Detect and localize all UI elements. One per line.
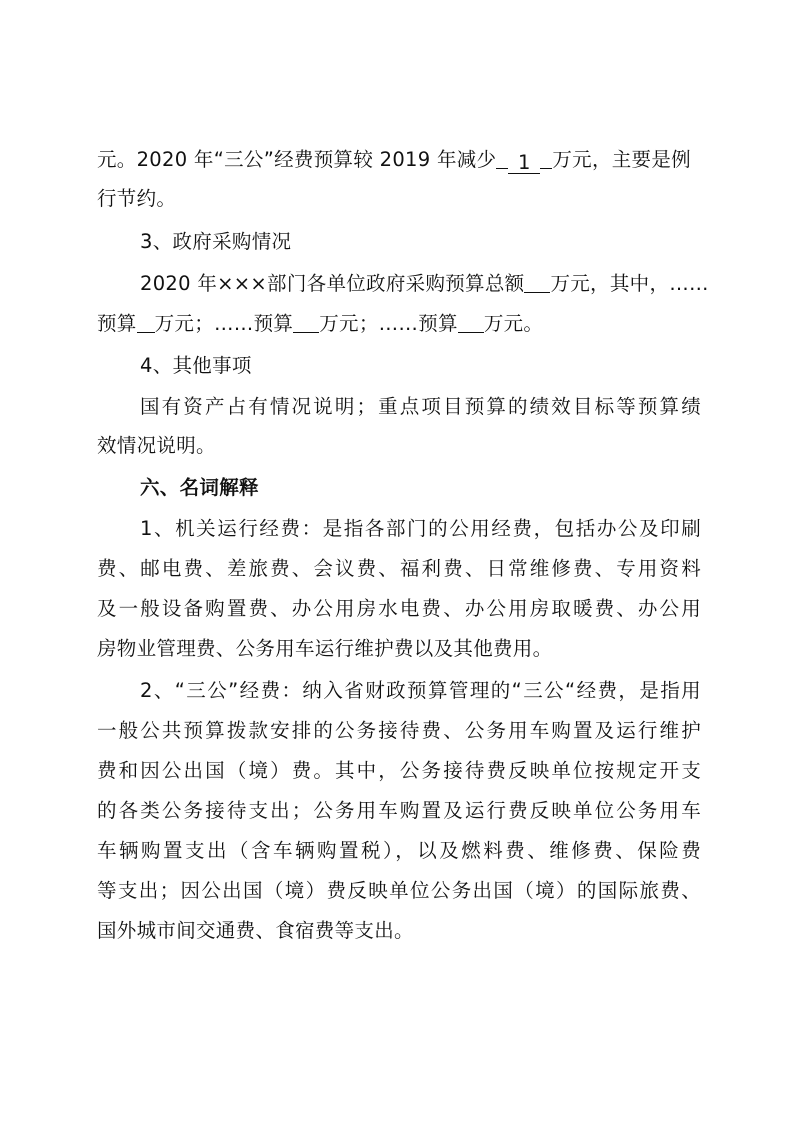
blank-underline-lead <box>496 148 508 169</box>
definition-operating-funds-line-4: 房物业管理费、公务用车运行维护费以及其他费用。 <box>97 637 553 660</box>
definition-sangong-line-2: 一般公共预算拨款安排的公务接待费、公务用车购置及运行维护 <box>97 719 701 742</box>
blank-underline <box>293 312 319 333</box>
paragraph-sangong-line-1 <box>97 147 701 174</box>
paragraph-procurement-line-2 <box>97 311 701 337</box>
text-segment: 2020 年×××部门各单位政府采购预算总额 <box>140 272 525 295</box>
paragraph-other-line-1: 国有资产占有情况说明；重点项目预算的绩效目标等预算绩 <box>140 395 701 418</box>
blank-underline <box>524 272 550 293</box>
heading-glossary: 六、名词解释 <box>140 476 259 499</box>
paragraph-sangong-line-2: 行节约。 <box>97 187 177 210</box>
definition-sangong-line-1: 2、“三公”经费：纳入省财政预算管理的“三公“经费，是指用 <box>140 679 701 702</box>
heading-government-procurement: 3、政府采购情况 <box>140 230 292 253</box>
definition-sangong-line-5: 车辆购置支出（含车辆购置税），以及燃料费、维修费、保险费 <box>97 839 701 862</box>
text-segment: 万元。 <box>483 312 544 335</box>
text-segment: 万元，其中，…… <box>550 272 709 295</box>
definition-operating-funds-line-1: 1、机关运行经费：是指各部门的公用经费，包括办公及印刷 <box>140 517 701 540</box>
definition-operating-funds-line-3: 及一般设备购置费、办公用房水电费、办公用房取暖费、办公用 <box>97 597 701 620</box>
text-segment: 万元；……预算 <box>319 312 458 335</box>
heading-other-matters: 4、其他事项 <box>140 354 252 377</box>
blank-underline <box>458 312 484 333</box>
definition-sangong-line-4: 的各类公务接待支出；公务用车购置及运行费反映单位公务用车 <box>97 799 701 822</box>
definition-operating-funds-line-2: 费、邮电费、差旅费、会议费、福利费、日常维修费、专用资料 <box>97 557 701 580</box>
definition-sangong-line-6: 等支出；因公出国（境）费反映单位公务出国（境）的国际旅费、 <box>97 879 701 902</box>
definition-sangong-line-7: 国外城市间交通费、食宿费等支出。 <box>97 919 414 942</box>
definition-sangong-line-3: 费和因公出国（境）费。其中，公务接待费反映单位按规定开支 <box>97 759 701 782</box>
text-segment: 预算 <box>97 312 137 335</box>
paragraph-procurement-line-1 <box>140 271 709 297</box>
text-segment: 元。2020 年“三公”经费预算较 2019 年减少 <box>97 148 497 171</box>
text-segment: 万元；……预算 <box>154 312 294 335</box>
blank-underline <box>137 312 155 333</box>
text-segment: 万元，主要是例 <box>552 148 691 171</box>
sangong-reduction-value: 1 <box>508 153 540 174</box>
paragraph-other-line-2: 效情况说明。 <box>97 434 216 457</box>
blank-underline-tail <box>540 148 552 169</box>
